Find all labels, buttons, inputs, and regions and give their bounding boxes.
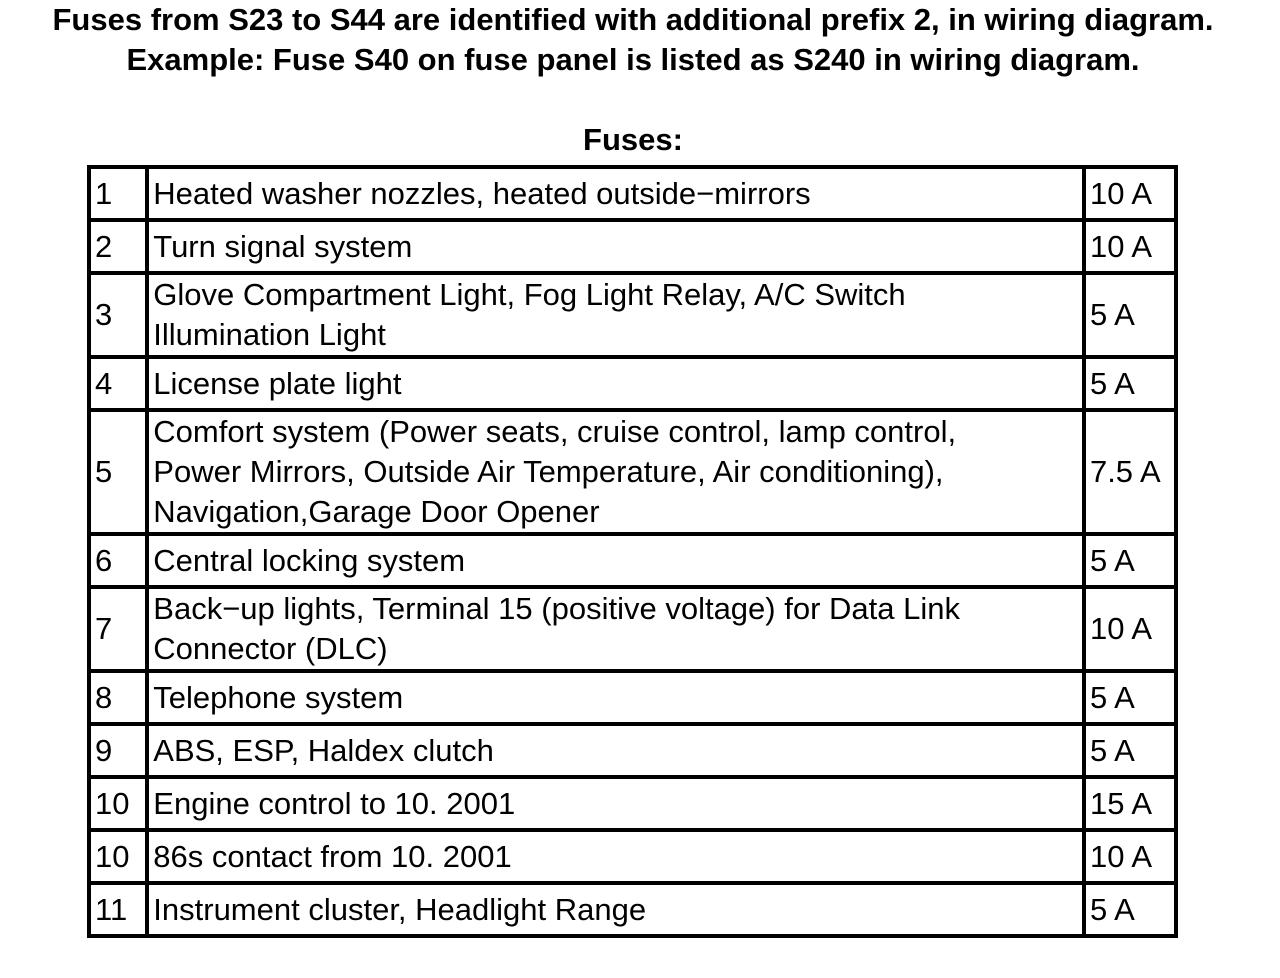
fuse-description xyxy=(147,671,1084,724)
fuse-row xyxy=(89,357,1176,410)
fuse-description xyxy=(147,830,1084,883)
fuse-row xyxy=(89,167,1176,220)
fuse-description-line: Illumination Light xyxy=(153,317,386,352)
intro-line-1: Fuses from S23 to S44 are identified with additional prefix 2, in wiring diagram. xyxy=(52,2,1214,37)
fuse-description-line: Back−up lights, Terminal 15 (positive voltage) for Data Link xyxy=(153,591,960,626)
fuse-row xyxy=(89,220,1176,273)
fuse-row xyxy=(89,777,1176,830)
fuse-description xyxy=(147,777,1084,830)
fuse-description-line: Navigation,Garage Door Opener xyxy=(153,494,600,529)
intro-line-2: Example: Fuse S40 on fuse panel is listed as S240 in wiring diagram. xyxy=(126,42,1140,77)
fuse-table-body xyxy=(89,167,1176,936)
fuse-row xyxy=(89,830,1176,883)
fuse-description xyxy=(147,410,1084,534)
fuse-amperage: 5 A xyxy=(1084,357,1176,410)
fuse-description-line: Turn signal system xyxy=(153,228,413,264)
fuse-description-line: Glove Compartment Light, Fog Light Relay, A/C Switch xyxy=(153,277,906,312)
fuse-row xyxy=(89,724,1176,777)
fuse-amperage: 5 A xyxy=(1084,534,1176,587)
fuse-row xyxy=(89,671,1176,724)
fuse-number: 6 xyxy=(89,534,147,587)
fuse-description-line: Telephone system xyxy=(153,679,404,715)
fuse-number: 10 xyxy=(89,830,147,883)
fuse-description-line: 86s contact from 10. 2001 xyxy=(153,838,512,874)
fuse-amperage: 15 A xyxy=(1084,777,1176,830)
fuse-number: 11 xyxy=(89,883,147,936)
fuse-description xyxy=(147,167,1084,220)
fuse-description xyxy=(147,273,1084,357)
fuse-row xyxy=(89,534,1176,587)
fuse-description-line: Engine control to 10. 2001 xyxy=(153,785,516,821)
fuse-description xyxy=(147,534,1084,587)
fuse-row xyxy=(89,883,1176,936)
fuse-amperage: 5 A xyxy=(1084,883,1176,936)
fuse-description-line: Connector (DLC) xyxy=(153,631,388,666)
fuse-amperage: 5 A xyxy=(1084,724,1176,777)
fuse-description xyxy=(147,724,1084,777)
fuse-amperage: 5 A xyxy=(1084,273,1176,357)
fuse-description xyxy=(147,220,1084,273)
fuse-description-line: Central locking system xyxy=(153,542,466,578)
fuse-description xyxy=(147,587,1084,671)
fuse-number: 3 xyxy=(89,273,147,357)
fuse-amperage: 10 A xyxy=(1084,220,1176,273)
fuse-row xyxy=(89,273,1176,357)
fuse-number: 5 xyxy=(89,410,147,534)
fuse-description-line: Comfort system (Power seats, cruise control, lamp control, xyxy=(153,414,957,449)
fuse-description-line: Instrument cluster, Headlight Range xyxy=(153,891,647,927)
fuse-description xyxy=(147,883,1084,936)
fuse-number: 2 xyxy=(89,220,147,273)
fuse-number: 8 xyxy=(89,671,147,724)
fuse-amperage: 10 A xyxy=(1084,830,1176,883)
fuse-number: 1 xyxy=(89,167,147,220)
fuse-number: 10 xyxy=(89,777,147,830)
fuse-row xyxy=(89,410,1176,534)
fuse-description-line: ABS, ESP, Haldex clutch xyxy=(153,732,494,768)
fuse-description xyxy=(147,357,1084,410)
fuse-description-line: Power Mirrors, Outside Air Temperature, Air conditioning), xyxy=(153,454,944,489)
fuse-amperage: 10 A xyxy=(1084,587,1176,671)
fuse-amperage: 10 A xyxy=(1084,167,1176,220)
fuse-description-line: License plate light xyxy=(153,365,402,401)
fuse-number: 7 xyxy=(89,587,147,671)
fuse-number: 4 xyxy=(89,357,147,410)
fuse-row xyxy=(89,587,1176,671)
fuse-number: 9 xyxy=(89,724,147,777)
fuse-description-line: Heated washer nozzles, heated outside−mirrors xyxy=(153,175,811,211)
fuse-amperage: 5 A xyxy=(1084,671,1176,724)
fuse-amperage: 7.5 A xyxy=(1084,410,1176,534)
fuses-heading: Fuses: xyxy=(583,122,683,157)
fuse-table xyxy=(87,165,1178,938)
